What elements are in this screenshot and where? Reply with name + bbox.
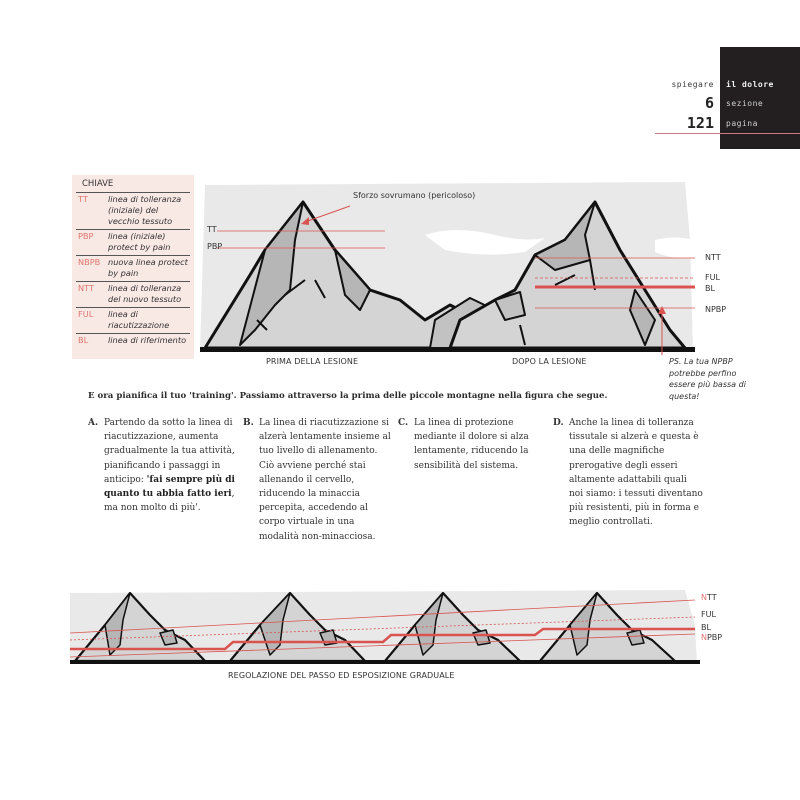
bottom-label-ful (701, 610, 716, 619)
label-tt: TT (207, 225, 217, 234)
legend-box (72, 175, 194, 359)
bottom-label-npbp (701, 633, 722, 642)
column-b (243, 416, 391, 544)
column-text-end: , ma non molto di più'. (104, 489, 235, 514)
label-npbp: NPBP (705, 305, 727, 314)
column-text: Anche la linea di tolleranza tissutale si alzerà e questa è una delle magnifiche prerogative degli esseri altamente adattabili quali noi siamo: i tessuti diventano più resistenti, più in forma e meglio controllati. (569, 418, 703, 528)
mountains-illustration-top (195, 180, 700, 355)
intro-text: E ora pianifica il tuo 'training'. Passiamo attraverso la prima delle piccole montagne nella figura che segue. (88, 391, 608, 401)
legend-key: FUL (78, 309, 94, 319)
mountains-illustration-bottom (65, 585, 705, 667)
column-text: La linea di protezione mediante il dolore si alza lentamente, riducendo la sensibilità del sistema. (414, 418, 529, 471)
annotation-text: Sforzo sovrumano (pericoloso) (353, 191, 476, 200)
header-section-label: sezione (726, 99, 764, 108)
legend-desc: linea (iniziale) protect by pain (108, 231, 171, 252)
bottom-label-ntt (701, 593, 717, 602)
column-c (398, 416, 543, 473)
column-text: Partendo da sotto la linea di riacutizzazione, aumenta gradualmente la tua attività, pianificando i passaggi in anticipo: (104, 418, 235, 485)
ps-note: PS. La tua NPBP potrebbe perfino essere più bassa di questa! (669, 357, 746, 401)
label-prefix: N (701, 593, 707, 602)
header-page-number: 121 (686, 114, 714, 132)
legend-item (76, 334, 190, 348)
caption-before-injury: PRIMA DELLA LESIONE (266, 357, 359, 366)
column-a (88, 416, 238, 515)
legend-key: PBP (78, 231, 94, 241)
legend-key: NTT (78, 283, 94, 293)
legend-item (76, 308, 190, 334)
column-letter: D. (553, 418, 564, 428)
legend-key: NBPB (78, 257, 101, 267)
header-section-number: 6 (704, 94, 714, 112)
legend-key: BL (78, 335, 89, 345)
label-bl: BL (705, 284, 715, 293)
legend-desc: linea di tolleranza del nuovo tessuto (108, 283, 182, 304)
legend-desc: linea di tolleranza (iniziale) del vecchio tessuto (108, 194, 182, 226)
label-rest: PBP (706, 633, 723, 642)
ground-line (70, 660, 700, 664)
header-rule (655, 133, 800, 134)
column-text: La linea di riacutizzazione si alzerà lentamente insieme al tuo livello di allenamento. Ciò avviene perché stai allenando il cervello, riducendo la minaccia percepita, accedendo al corpo virtuale in una modalità non-minacciosa. (259, 418, 391, 542)
column-d (553, 416, 703, 530)
header-topic: il dolore (726, 80, 774, 89)
column-bold-text: 'fai sempre più di quanto tu abbia fatto ieri (104, 474, 235, 500)
caption-after-injury: DOPO LA LESIONE (512, 357, 587, 366)
label-prefix: N (701, 633, 707, 642)
header-page-label: pagina (726, 119, 758, 128)
label-rest: FUL (701, 610, 716, 619)
legend-item (76, 256, 190, 282)
legend-item (76, 282, 190, 308)
column-letter: A. (88, 418, 99, 428)
legend-title: CHIAVE (76, 175, 190, 193)
label-rest: BL (701, 623, 711, 632)
bottom-label-bl (701, 623, 711, 632)
column-letter: B. (243, 418, 254, 428)
legend-item (76, 193, 190, 230)
legend-item (76, 230, 190, 256)
legend-key: TT (78, 194, 88, 204)
caption-pacing: REGOLAZIONE DEL PASSO ED ESPOSIZIONE GRADUALE (228, 671, 455, 680)
legend-desc: nuova linea protect by pain (108, 257, 188, 278)
ground-line (200, 347, 695, 352)
legend-desc: linea di riferimento (108, 335, 187, 345)
label-ntt: NTT (705, 253, 721, 262)
legend-desc: linea di riacutizzazione (108, 309, 170, 330)
label-pbp: PBP (207, 242, 223, 251)
header-book-label: spiegare (671, 80, 714, 89)
label-ful: FUL (705, 273, 720, 282)
label-rest: TT (706, 593, 717, 602)
column-letter: C. (398, 418, 409, 428)
